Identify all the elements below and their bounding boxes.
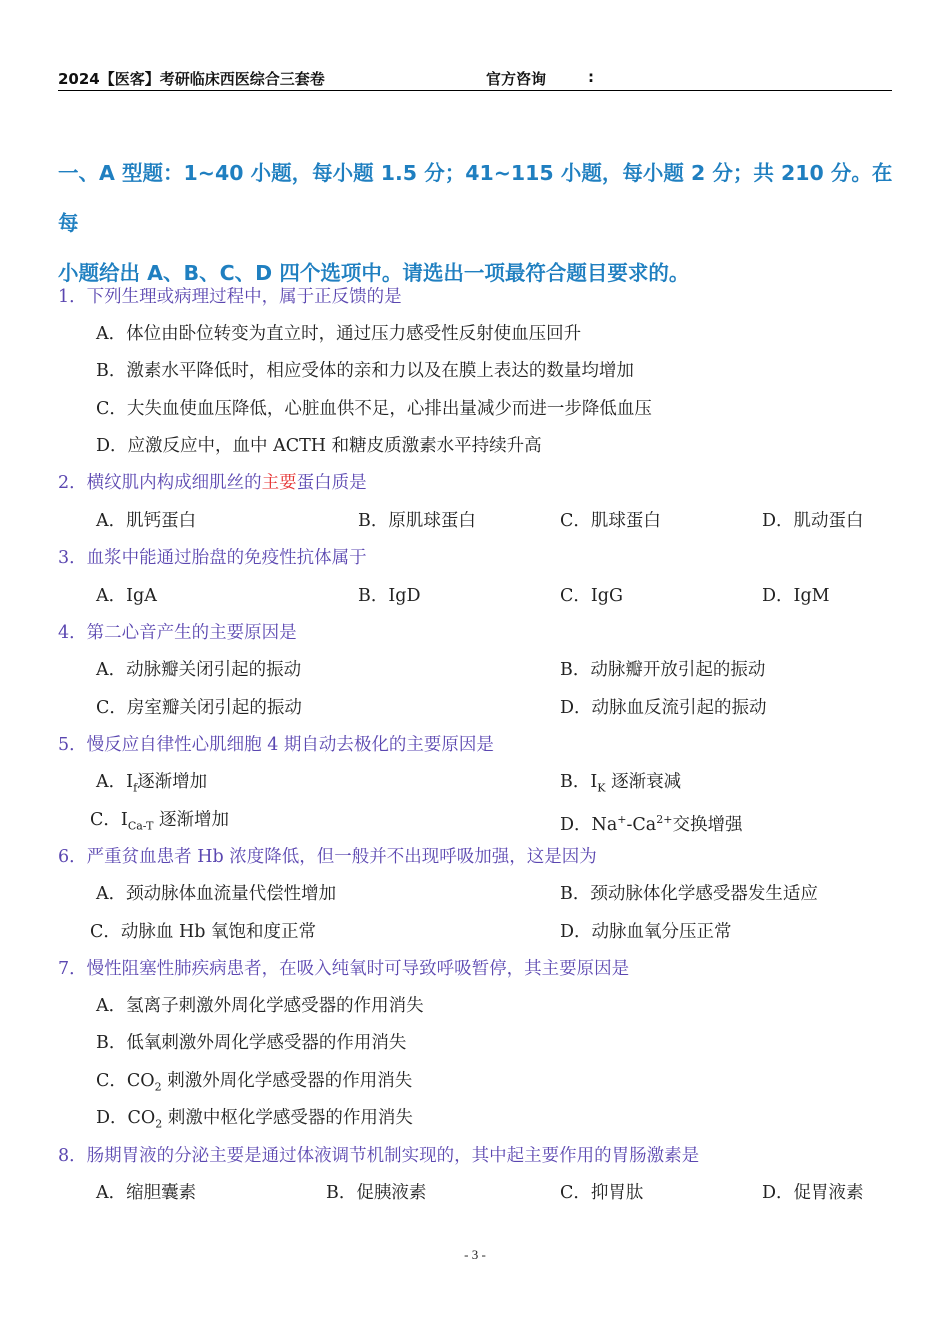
question-8-stem: 8．肠期胃液的分泌主要是通过体液调节机制实现的，其中起主要作用的胃肠激素是 xyxy=(58,1146,700,1166)
question-4-option-b[interactable]: B．动脉瓣开放引起的振动 xyxy=(560,660,766,680)
option-c-prefix: C．CO xyxy=(96,1071,155,1091)
question-4-option-a[interactable]: A．动脉瓣关闭引起的振动 xyxy=(96,660,302,680)
question-6-option-c[interactable]: C．动脉血 Hb 氧饱和度正常 xyxy=(90,922,316,942)
question-6-option-d[interactable]: D．动脉血氧分压正常 xyxy=(560,922,732,942)
question-2-stem xyxy=(58,471,367,495)
question-6-option-a[interactable]: A．颈动脉体血流量代偿性增加 xyxy=(96,884,337,904)
question-2-stem-text: 2．横纹肌内构成细肌丝的 xyxy=(58,473,262,493)
question-1-option-c[interactable]: C．大失血使血压降低，心脏血供不足，心排出量减少而进一步降低血压 xyxy=(96,399,652,419)
page-header xyxy=(58,66,892,91)
option-d-text: 刺激中枢化学感受器的作用消失 xyxy=(162,1108,413,1128)
question-2-option-b[interactable]: B．原肌球蛋白 xyxy=(358,511,476,531)
question-8-option-a[interactable]: A．缩胆囊素 xyxy=(96,1183,197,1203)
question-1-option-a[interactable]: A．体位由卧位转变为直立时，通过压力感受性反射使血压回升 xyxy=(96,324,582,344)
question-6-option-b[interactable]: B．颈动脉体化学感受器发生适应 xyxy=(560,884,818,904)
question-4-stem: 4．第二心音产生的主要原因是 xyxy=(58,623,297,643)
question-3-option-d[interactable]: D．IgM xyxy=(762,586,830,606)
question-5-option-a[interactable] xyxy=(96,770,207,801)
question-7-option-c[interactable] xyxy=(96,1069,412,1100)
option-a-text: 逐渐增加 xyxy=(137,772,208,792)
question-4-option-c[interactable]: C．房室瓣关闭引起的振动 xyxy=(96,698,302,718)
option-a-prefix: A．I xyxy=(96,772,134,792)
contact-colon: : xyxy=(588,68,594,86)
question-8-option-b[interactable]: B．促胰液素 xyxy=(326,1183,427,1203)
question-5-option-d[interactable] xyxy=(560,808,742,837)
question-2-stem-text-end: 蛋白质是 xyxy=(296,473,367,493)
option-d-prefix: D．CO xyxy=(96,1108,156,1128)
option-b-prefix: B．I xyxy=(560,772,598,792)
option-c-subscript: 2 xyxy=(154,1080,162,1094)
section-heading-line1: 一、A 型题：1~40 小题，每小题 1.5 分；41~115 小题，每小题 2 分；共 210 分。在每 xyxy=(58,161,893,235)
option-c-prefix: C．I xyxy=(90,810,128,830)
option-c-text: 刺激外周化学感受器的作用消失 xyxy=(161,1071,413,1091)
option-b-text: 逐渐衰减 xyxy=(605,772,682,792)
option-d-text: 交换增强 xyxy=(672,814,743,835)
contact-label: 官方咨询 xyxy=(486,70,547,88)
question-2-option-c[interactable]: C．肌球蛋白 xyxy=(560,511,661,531)
question-7-option-a[interactable]: A．氢离子刺激外周化学感受器的作用消失 xyxy=(96,996,424,1016)
question-5-option-c[interactable] xyxy=(90,808,229,839)
option-c-subscript: Ca-T xyxy=(127,819,154,833)
option-d-subscript: 2 xyxy=(155,1117,163,1131)
question-2-option-a[interactable]: A．肌钙蛋白 xyxy=(96,511,197,531)
option-d-mid: -Ca xyxy=(626,814,657,835)
question-5-option-b[interactable] xyxy=(560,770,681,801)
question-3-stem: 3．血浆中能通过胎盘的免疫性抗体属于 xyxy=(58,548,367,568)
question-2-option-d[interactable]: D．肌动蛋白 xyxy=(762,511,864,531)
question-8-option-c[interactable]: C．抑胃肽 xyxy=(560,1183,644,1203)
option-d-prefix: D．Na xyxy=(560,814,618,835)
option-b-subscript: K xyxy=(597,781,606,795)
option-d-superscript-2: 2+ xyxy=(656,813,673,826)
section-heading xyxy=(58,148,898,298)
question-1-option-d[interactable]: D．应激反应中，血中 ACTH 和糖皮质激素水平持续升高 xyxy=(96,436,542,456)
question-1-stem: 1．下列生理或病理过程中，属于正反馈的是 xyxy=(58,287,402,307)
option-d-superscript-1: + xyxy=(617,813,627,826)
question-3-option-b[interactable]: B．IgD xyxy=(358,586,421,606)
exam-title: 2024【医客】考研临床西医综合三套卷 xyxy=(58,70,325,88)
question-6-stem: 6．严重贫血患者 Hb 浓度降低，但一般并不出现呼吸加强，这是因为 xyxy=(58,847,597,867)
option-a-subscript: f xyxy=(133,781,138,795)
page-number: - 3 - xyxy=(464,1247,486,1262)
question-1-option-b[interactable]: B．激素水平降低时，相应受体的亲和力以及在膜上表达的数量均增加 xyxy=(96,361,634,381)
question-3-option-c[interactable]: C．IgG xyxy=(560,586,623,606)
question-3-option-a[interactable]: A．IgA xyxy=(96,586,157,606)
question-4-option-d[interactable]: D．动脉血反流引起的振动 xyxy=(560,698,767,718)
question-8-option-d[interactable]: D．促胃液素 xyxy=(762,1183,864,1203)
option-c-text: 逐渐增加 xyxy=(153,810,230,830)
question-2-stem-highlight: 主要 xyxy=(261,473,297,493)
section-heading-line2: 小题给出 A、B、C、D 四个选项中。请选出一项最符合题目要求的。 xyxy=(58,261,690,285)
question-7-option-d[interactable] xyxy=(96,1106,413,1137)
question-7-stem: 7．慢性阻塞性肺疾病患者，在吸入纯氧时可导致呼吸暂停，其主要原因是 xyxy=(58,959,630,979)
question-5-stem: 5．慢反应自律性心肌细胞 4 期自动去极化的主要原因是 xyxy=(58,735,494,755)
question-7-option-b[interactable]: B．低氧刺激外周化学感受器的作用消失 xyxy=(96,1033,407,1053)
